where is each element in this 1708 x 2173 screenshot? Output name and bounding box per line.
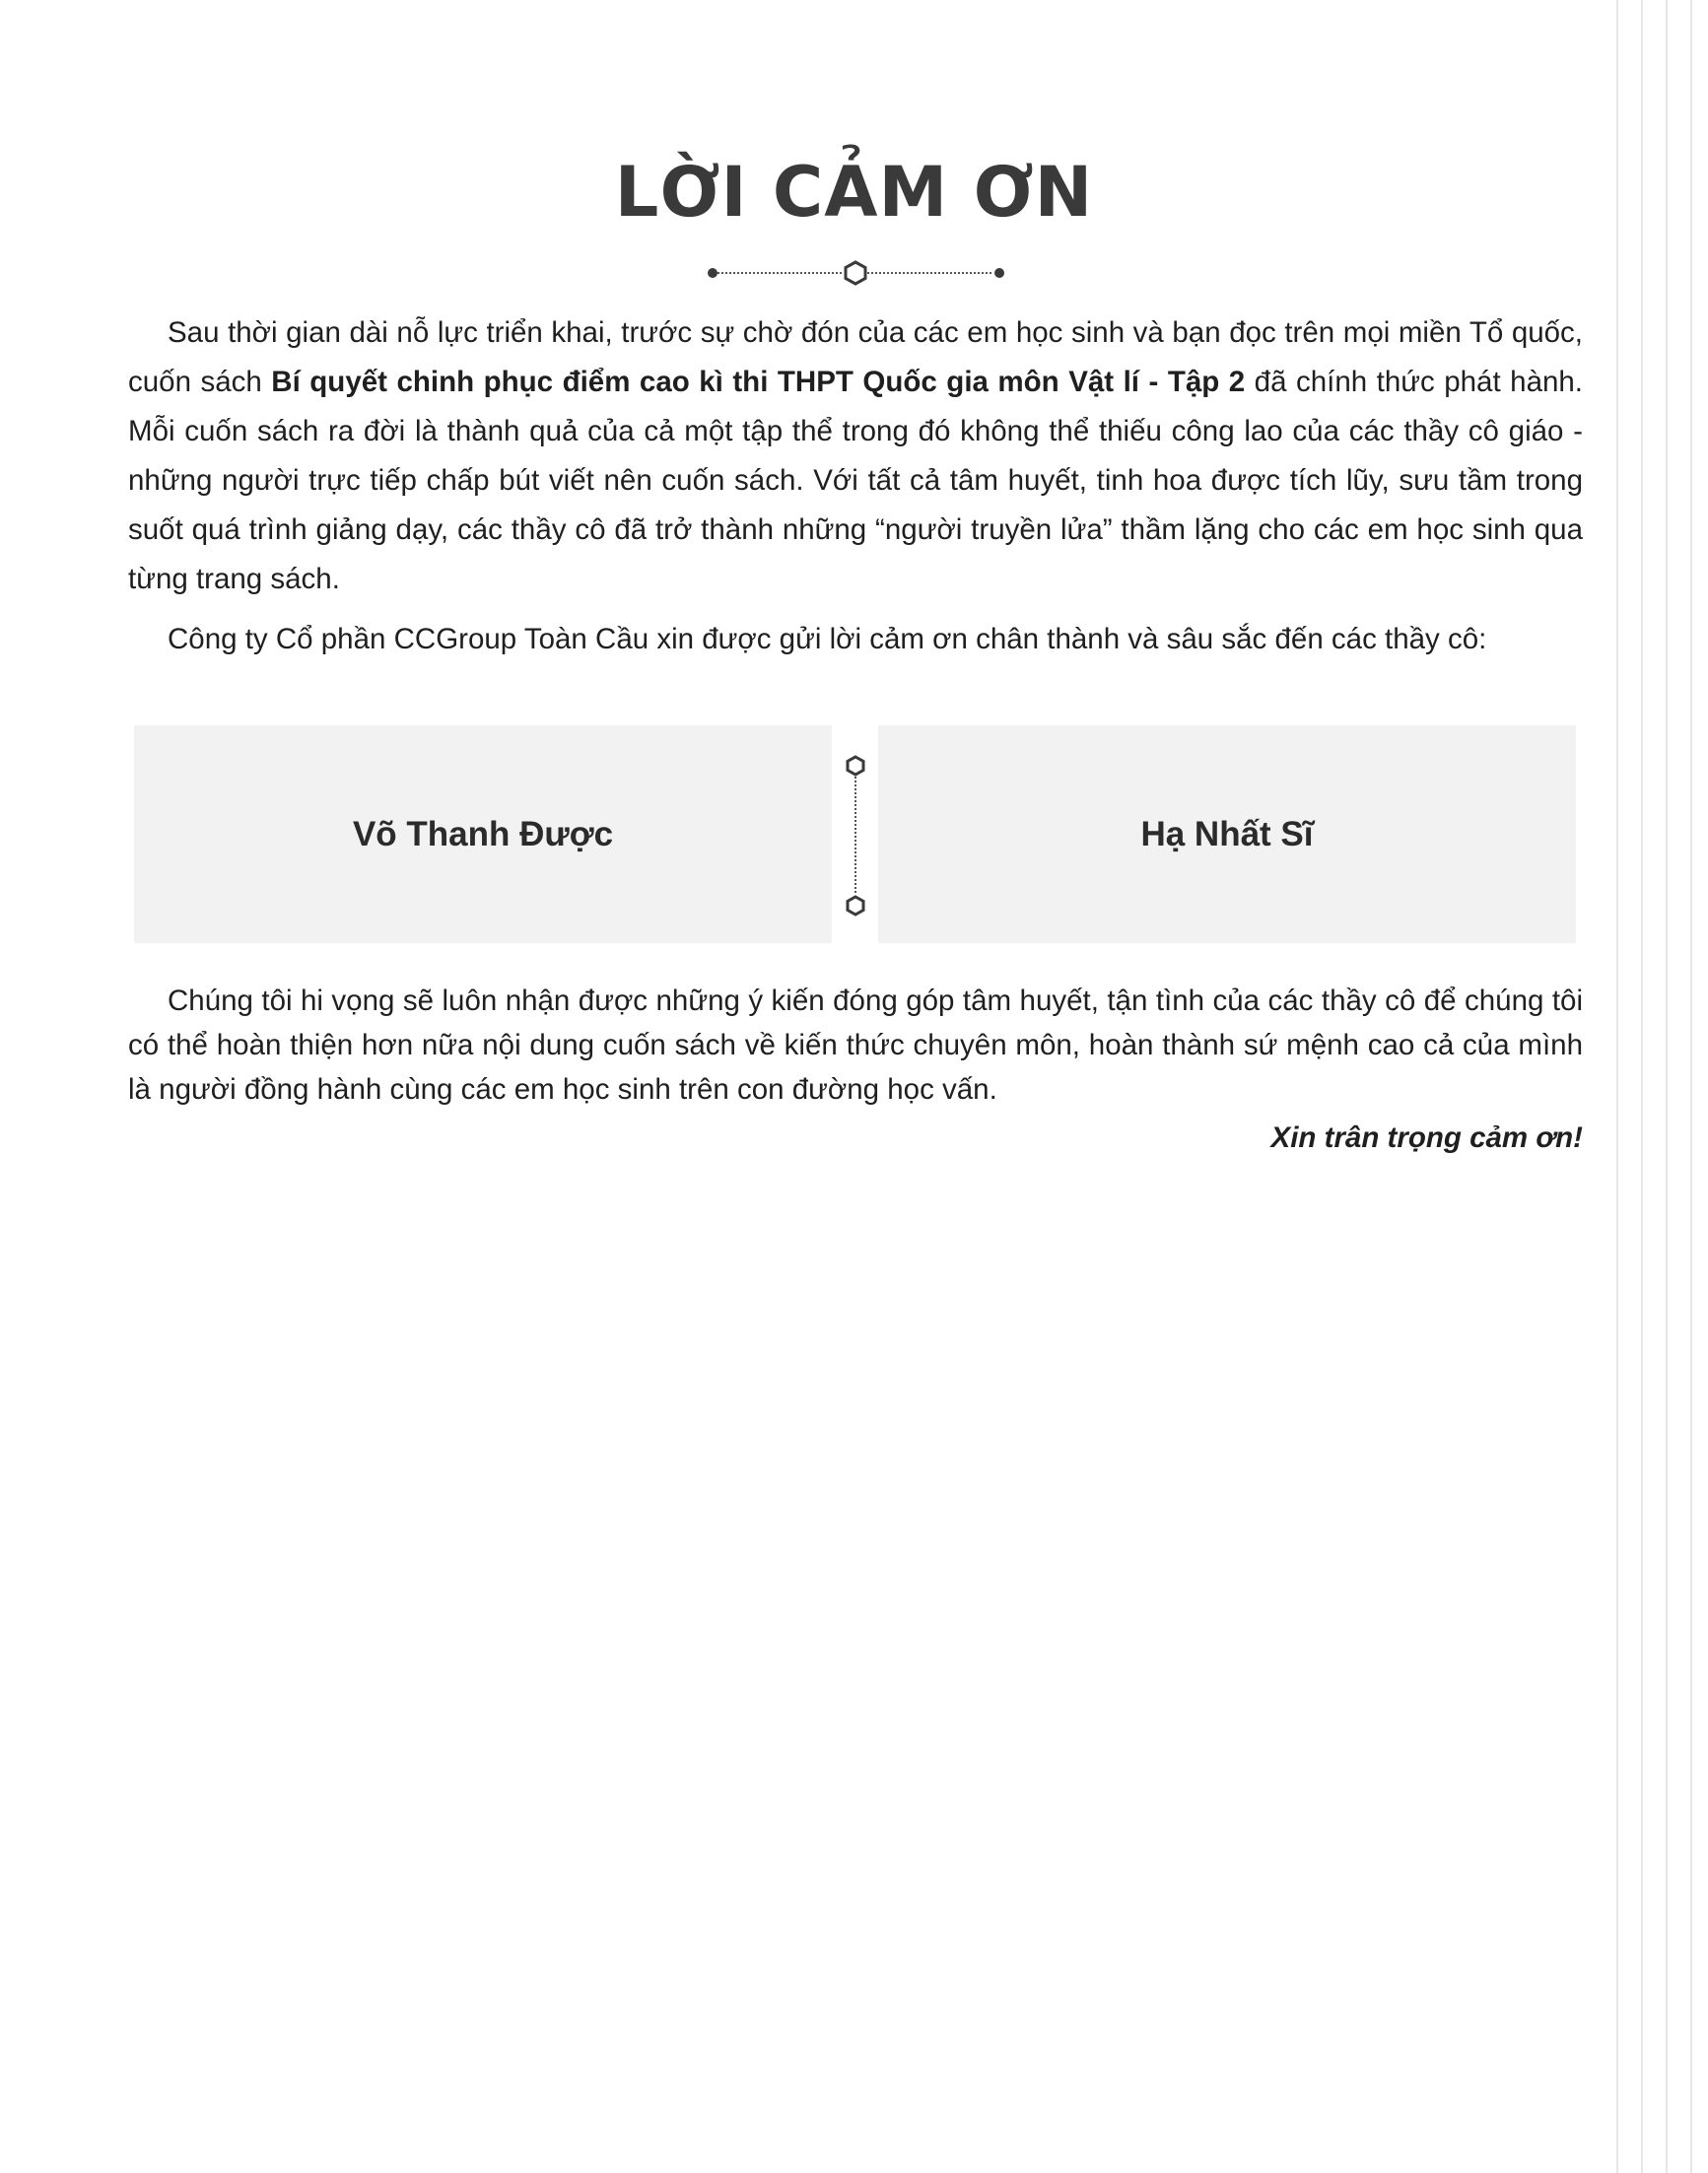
- closing-line: Xin trân trọng cảm ơn!: [1270, 1121, 1583, 1154]
- author-name-2: Hạ Nhất Sĩ: [1140, 814, 1314, 853]
- author-card-1: [134, 725, 832, 943]
- hope-paragraph: Chúng tôi hi vọng sẽ luôn nhận được những ý kiến đóng góp tâm huyết, tận tình của các thầy cô để chúng tôi có thể hoàn thiện hơn nữa nội dung cuốn sách về kiến thức chuyên môn, hoàn thành sứ mệnh cao cả của mình là người đồng hành cùng các em học sinh trên con đường học vấn.: [128, 985, 1583, 1106]
- author-card-2: [878, 725, 1576, 943]
- page-edge-line: [1641, 0, 1643, 2173]
- author-name-1: Võ Thanh Được: [352, 814, 614, 853]
- page-edge-line: [1690, 0, 1692, 2173]
- intro-tail-text: đã chính thức phát hành. Mỗi cuốn sách ra đời là thành quả của cả một tập thể trong đó không thể thiếu công lao của các thầy cô giáo - những người trực tiếp chấp bút viết nên cuốn sách. Với tất cả tâm huyết, tinh hoa được tích lũy, sưu tầm trong suốt quá trình giảng dạy, các thầy cô đã trở thành những “người truyền lửa” thầm lặng cho các em học sinh qua từng trang sách.: [128, 366, 1583, 595]
- intro-paragraph: [128, 308, 1583, 604]
- thanks-paragraph: Công ty Cổ phần CCGroup Toàn Cầu xin được gửi lời cảm ơn chân thành và sâu sắc đến các thầy cô:: [168, 623, 1487, 655]
- page-edge-line: [1616, 0, 1618, 2173]
- page-edge-line: [1666, 0, 1668, 2173]
- author-connector-ornament: [844, 755, 867, 917]
- page-title: LỜI CẢM ƠN: [614, 152, 1094, 233]
- intro-lead-text: Sau thời gian dài nỗ lực triển khai, trước sự chờ đón của các em học sinh và bạn đọc trên mọi miền Tổ quốc, cuốn sách: [128, 316, 1583, 398]
- title-divider-ornament: [703, 258, 1008, 288]
- book-title: Bí quyết chinh phục điểm cao kì thi THPT Quốc gia môn Vật lí - Tập 2: [271, 366, 1246, 398]
